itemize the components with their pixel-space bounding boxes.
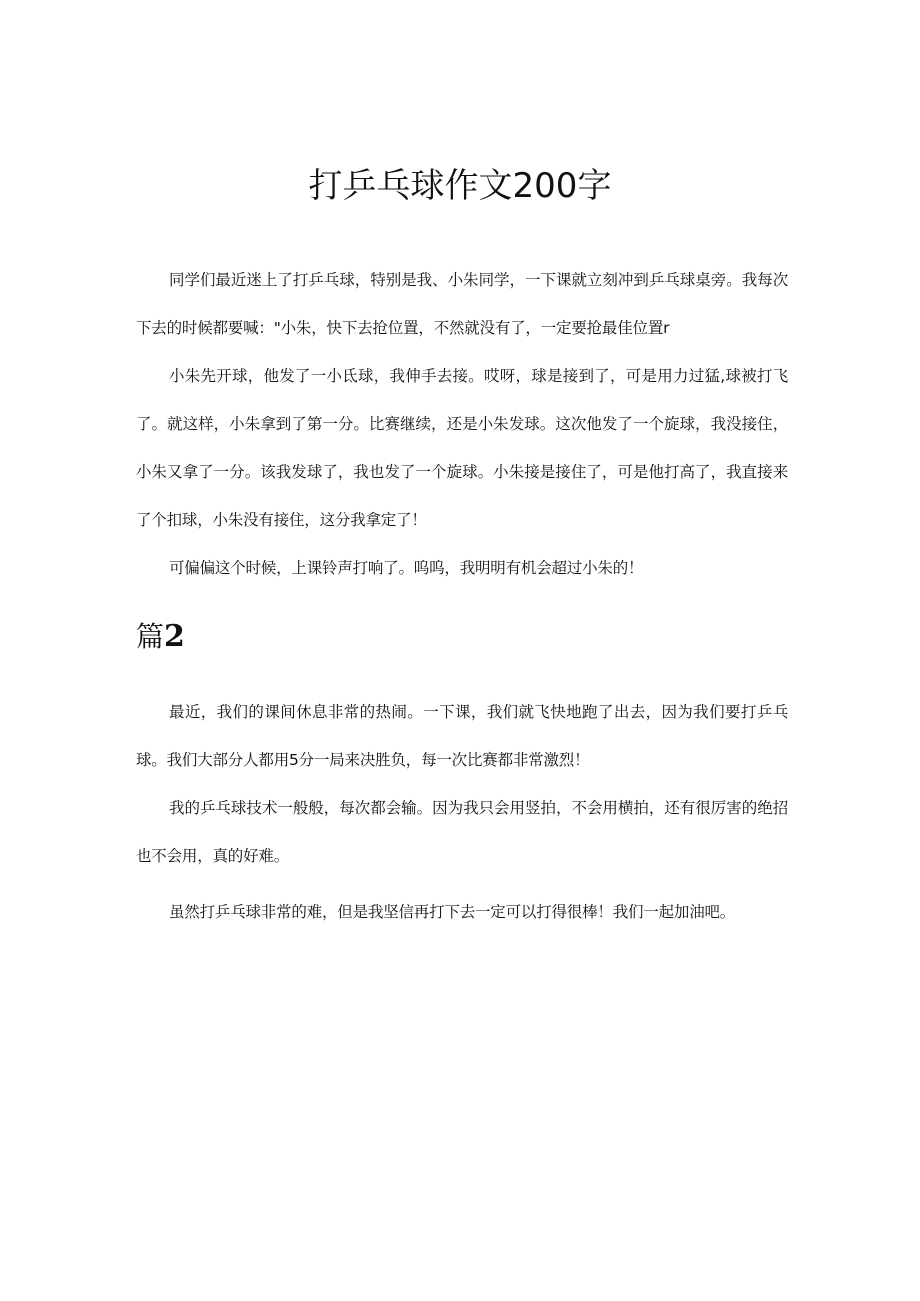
section-heading-prefix: 篇 [136, 620, 165, 653]
paragraph-6: 虽然打乒乓球非常的难，但是我坚信再打下去一定可以打得很棒！我们一起加油吧。 [169, 903, 736, 921]
paragraph-1: 同学们最近迷上了打乒乓球，特别是我、小朱同学，一下课就立刻冲到乒乓球桌旁。我每次下去的时候都要喊："小朱，快下去抢位置，不然就没有了，一定要抢最佳位置r [136, 271, 788, 337]
paragraph-3: 可偏偏这个时候，上课铃声打响了。呜呜，我明明有机会超过小朱的！ [169, 559, 644, 577]
document-title: 打乒乓球作文200字 [308, 166, 612, 206]
section-heading-number: 2 [164, 619, 185, 654]
paragraph-5: 我的乒乓球技术一般般，每次都会输。因为我只会用竖拍，不会用横拍，还有很厉害的绝招也不会用，真的好难。 [136, 799, 788, 865]
section-heading-2 [136, 614, 185, 660]
paragraph-4: 最近，我们的课间休息非常的热闹。一下课，我们就飞快地跑了出去，因为我们要打乒乓球。我们大部分人都用5分一局来决胜负，每一次比赛都非常激烈！ [136, 703, 788, 769]
paragraph-2: 小朱先开球，他发了一小氐球，我伸手去接。哎呀，球是接到了，可是用力过猛,球被打飞了。就这样，小朱拿到了第一分。比赛继续，还是小朱发球。这次他发了一个旋球，我没接住，小朱又拿了一分。该我发球了，我也发了一个旋球。小朱接是接住了，可是他打高了，我直接来了个扣球，小朱没有接住，这分我拿定了！ [136, 367, 788, 529]
